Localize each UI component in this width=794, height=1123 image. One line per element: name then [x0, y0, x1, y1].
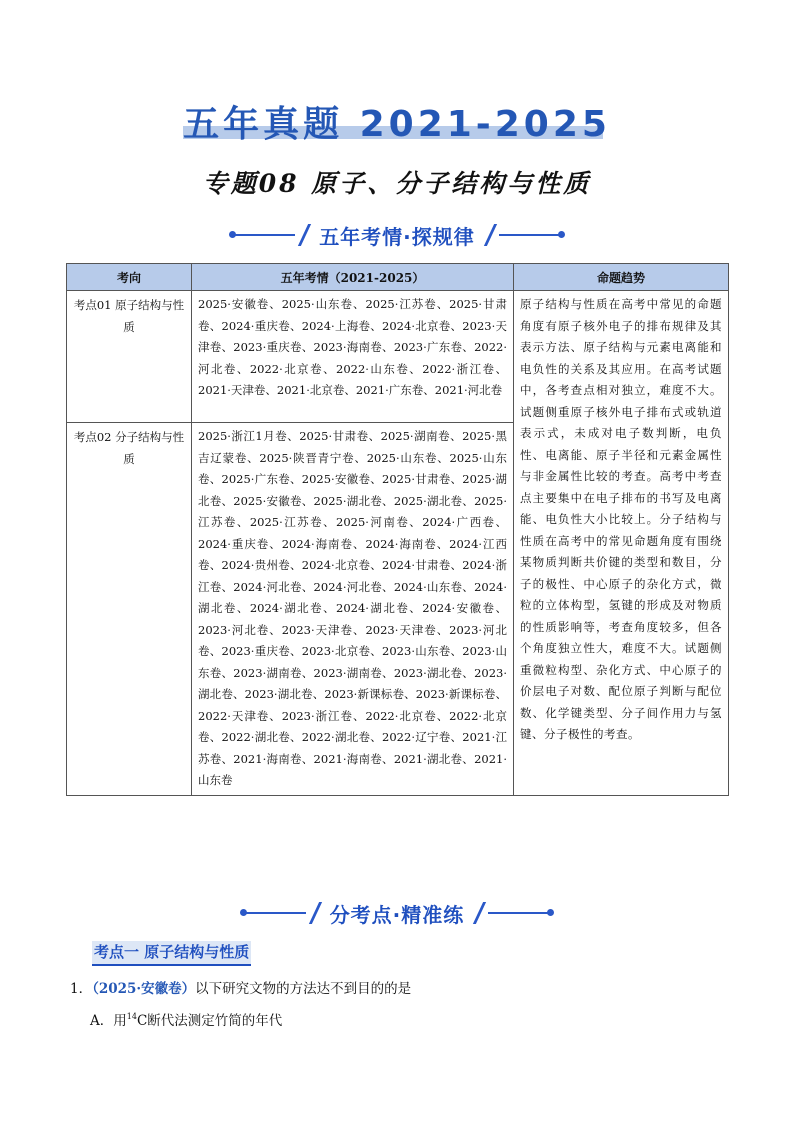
option-a-prefix: A．用	[90, 1013, 127, 1029]
question-number: 1．	[70, 981, 93, 997]
years-cell: 2025·安徽卷、2025·山东卷、2025·江苏卷、2025·甘肃卷、2024·重庆卷、2024·上海卷、2024·北京卷、2023·天津卷、2023·重庆卷、2023·海南卷、2023·广东卷、2022·河北卷、2022·北京卷、2022·山东卷、2022·浙江卷、2021·天津卷、2021·北京卷、2021·广东卷、2021·河北卷	[192, 291, 514, 423]
main-title: 五年真题 2021-2025	[183, 104, 611, 145]
years-cell: 2025·浙江1月卷、2025·甘肃卷、2025·湖南卷、2025·黑吉辽蒙卷、2025·陕晋青宁卷、2025·山东卷、2025·山东卷、2025·广东卷、2025·安徽卷、2025·甘肃卷、2025·湖北卷、2025·安徽卷、2025·湖北卷、2025·湖北卷、2025·江苏卷、2025·江苏卷、2025·河南卷、2024·广西卷、2024·重庆卷、2024·海南卷、2024·海南卷、2024·江西卷、2024·贵州卷、2024·北京卷、2024·甘肃卷、2024·浙江卷、2024·河北卷、2024·河北卷、2024·山东卷、2024·湖北卷、2024·湖北卷、2024·湖北卷、2024·安徽卷、2023·河北卷、2023·天津卷、2023·天津卷、2023·河北卷、2023·重庆卷、2023·北京卷、2023·山东卷、2023·山东卷、2023·湖南卷、2023·湖南卷、2023·湖北卷、2023·湖北卷、2023·湖北卷、2023·新课标卷、2023·新课标卷、2022·天津卷、2023·浙江卷、2022·北京卷、2022·北京卷、2022·湖北卷、2022·湖北卷、2022·辽宁卷、2021·江苏卷、2021·海南卷、2021·海南卷、2021·湖北卷、2021·山东卷	[192, 423, 514, 796]
question-source: （2025·安徽卷）	[92, 981, 196, 997]
header-cell-trend: 命题趋势	[514, 264, 729, 291]
banner-line-right	[499, 234, 561, 236]
option-a-superscript: 14	[126, 1012, 137, 1021]
practice-banner-text: 分考点·精准练	[329, 902, 465, 927]
header-cell-years: 五年考情（2021-2025）	[192, 264, 514, 291]
kaodian-heading: 考点一 原子结构与性质	[92, 941, 251, 966]
question-text: 以下研究文物的方法达不到目的的是	[195, 981, 412, 997]
table-row	[67, 291, 729, 423]
overview-banner-text: 五年考情·探规律	[319, 224, 475, 249]
question-1	[70, 979, 411, 999]
table-header-row	[67, 264, 729, 291]
option-a-text: C断代法测定竹简的年代	[136, 1013, 283, 1029]
banner-line-left	[233, 234, 295, 236]
banner-slash-icon	[474, 902, 484, 924]
banner-line-right	[488, 912, 550, 914]
banner-slash-icon	[299, 224, 309, 246]
point-cell: 考点01 原子结构与性质	[67, 291, 192, 423]
header-cell-direction: 考向	[67, 264, 192, 291]
banner-line-left	[244, 912, 306, 914]
trend-cell: 原子结构与性质在高考中常见的命题角度有原子核外电子的排布规律及其表示方法、原子结构与元素电离能和电负性的关系及其应用。在高考试题中，各考查点相对独立，难度不大。试题侧重原子核外电子排布式或轨道表示式，未成对电子数判断，电负性、电离能、原子半径和元素金属性与非金属性比较的考查。高考中考查点主要集中在电子排布的书写及电离能、电负性大小比较上。分子结构与性质在高考中的常见命题角度有围绕某物质判断共价键的类型和数目，分子的极性、中心原子的杂化方式，微粒的立体构型，氢键的形成及对物质的性质影响等，考查角度较多，但各个角度独立性大，难度不大。试题侧重微粒构型、杂化方式、中心原子的价层电子对数、配位原子判断与配位数、化学键类型、分子间作用力与氢键、分子极性的考查。	[514, 291, 729, 796]
exam-trend-table	[66, 263, 729, 796]
option-a	[90, 1007, 282, 1031]
point-cell: 考点02 分子结构与性质	[67, 423, 192, 796]
banner-slash-icon	[310, 902, 320, 924]
practice-banner	[0, 898, 794, 928]
banner-slash-icon	[485, 224, 495, 246]
topic-title: 专题08 原子、分子结构与性质	[202, 169, 592, 198]
overview-banner	[0, 220, 794, 250]
